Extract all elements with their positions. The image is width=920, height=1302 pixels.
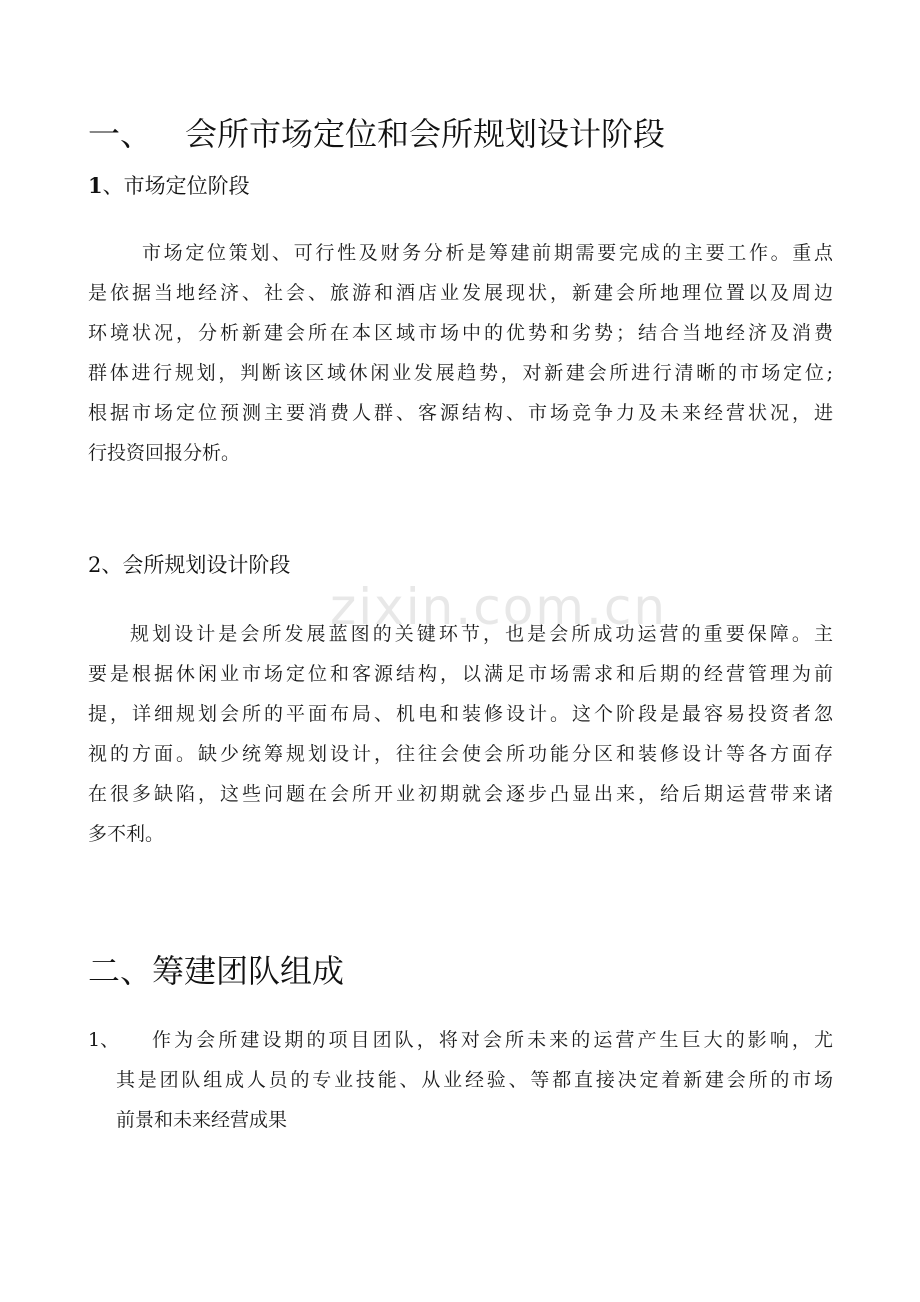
section-1-number: 一、: [88, 115, 153, 153]
watermark: zixin.com.cn: [330, 578, 668, 636]
paragraph-line: 根据市场定位预测主要消费人群、客源结构、市场竞争力及未来经营状况，进: [88, 402, 833, 424]
list-line: 其是团队组成人员的专业技能、从业经验、等都直接决定着新建会所的市场: [116, 1069, 833, 1091]
paragraph-line: 视的方面。缺少统筹规划设计，往往会使会所功能分区和装修设计等各方面存: [88, 743, 833, 765]
paragraph-line: 环境状况，分析新建会所在本区域市场中的优势和劣势；结合当地经济及消费: [88, 322, 833, 344]
subsection-2-heading: 2、会所规划设计阶段: [88, 553, 291, 577]
paragraph-line: 是依据当地经济、社会、旅游和酒店业发展现状，新建会所地理位置以及周边: [88, 282, 833, 304]
paragraph-line: 多不利。: [88, 823, 165, 845]
list-marker: 1、: [88, 1029, 120, 1051]
paragraph-market-positioning: [88, 233, 833, 473]
paragraph-line: 行投资回报分析。: [88, 442, 241, 464]
list-line: 前景和未来经营成果: [116, 1109, 288, 1131]
paragraph-line: 要是根据休闲业市场定位和客源结构，以满足市场需求和后期的经营管理为前: [88, 663, 833, 685]
paragraph-line: 在很多缺陷，这些问题在会所开业初期就会逐步凸显出来，给后期运营带来诸: [88, 783, 833, 805]
paragraph-line: 市场定位策划、可行性及财务分析是筹建前期需要完成的主要工作。重点: [142, 242, 833, 264]
subsection-1-number: 1: [88, 173, 103, 198]
paragraph-line: 群体进行规划，判断该区域休闲业发展趋势，对新建会所进行清晰的市场定位;: [88, 362, 833, 384]
section-1-heading: [88, 114, 665, 154]
section-2-heading: 二、筹建团队组成: [88, 952, 345, 990]
paragraph-line: 规划设计是会所发展蓝图的关键环节，也是会所成功运营的重要保障。主: [130, 623, 833, 645]
list-line: 作为会所建设期的项目团队，将对会所未来的运营产生巨大的影响，尤: [152, 1029, 833, 1051]
list-item: [88, 1020, 833, 1140]
section-1-title: 会所市场定位和会所规划设计阶段: [185, 115, 666, 153]
paragraph-line: 提，详细规划会所的平面布局、机电和装修设计。这个阶段是最容易投资者忽: [88, 703, 833, 725]
subsection-1-title: 、市场定位阶段: [102, 174, 250, 198]
subsection-1-heading: [88, 172, 250, 200]
paragraph-planning-design: [88, 614, 833, 854]
